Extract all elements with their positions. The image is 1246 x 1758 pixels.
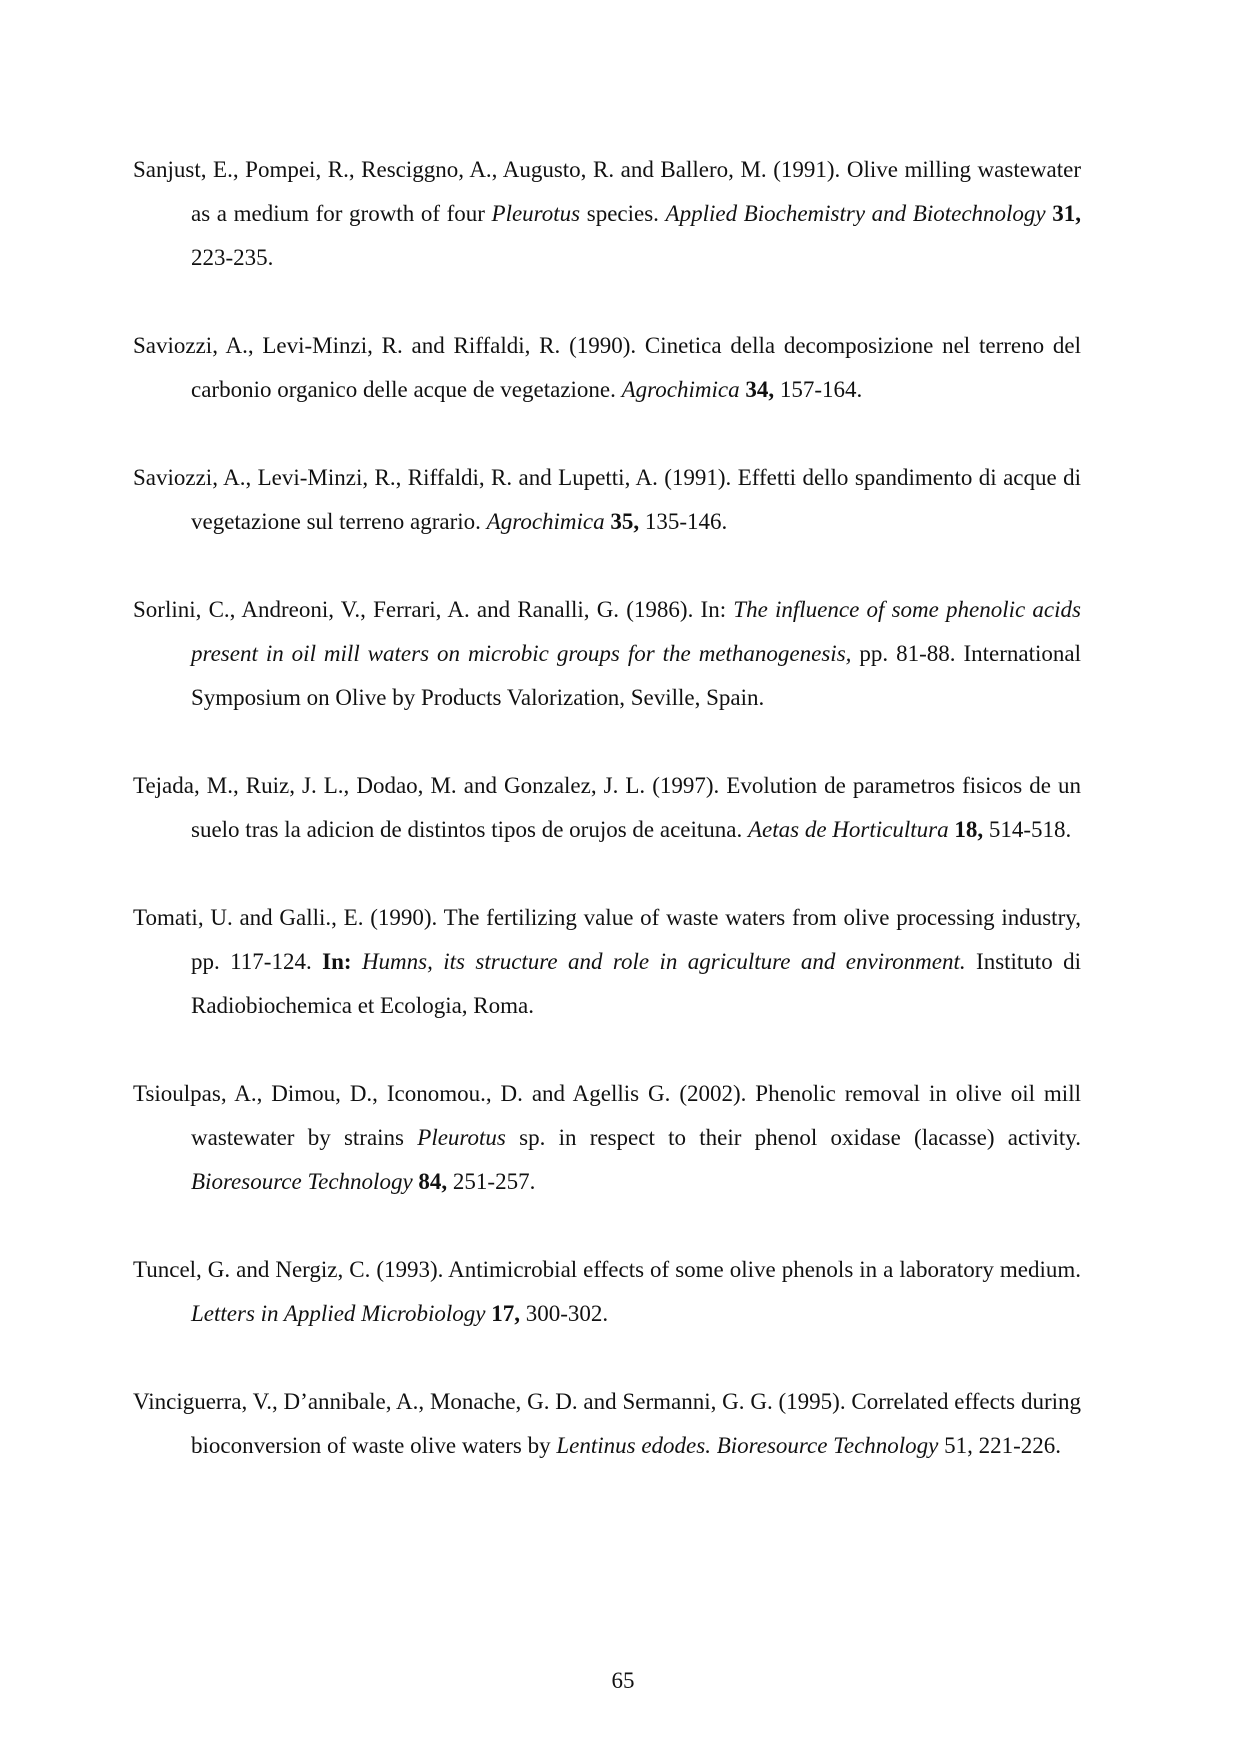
ref-authors: Tsioulpas, A., Dimou, D., Iconomou., D. and Agellis G. (2002).	[133, 1081, 747, 1106]
ref-title: Evolution de parametros fisicos de un suelo tras la adicion de distintos tipos de orujos de aceituna.	[191, 773, 1081, 842]
ref-prefix: In:	[693, 597, 734, 622]
reference-entry	[133, 148, 1081, 280]
ref-title: Olive milling wastewater as a medium for growth of four	[191, 157, 1081, 226]
ref-title-end: species.	[580, 201, 666, 226]
ref-journal: Aetas de Horticultura	[748, 817, 949, 842]
ref-title-italic: Pleurotus	[417, 1125, 506, 1150]
ref-journal: Applied Biochemistry and Biotechnology	[665, 201, 1046, 226]
ref-volume: 31,	[1045, 201, 1081, 226]
ref-pages: 514-518.	[983, 817, 1072, 842]
ref-prefix: In:	[322, 949, 352, 974]
reference-entry	[133, 1072, 1081, 1204]
ref-title-italic: Pleurotus	[491, 201, 581, 226]
reference-list	[133, 148, 1081, 1468]
reference-entry	[133, 1380, 1081, 1468]
ref-journal: Agrochimica	[621, 377, 740, 402]
ref-authors: Tejada, M., Ruiz, J. L., Dodao, M. and Gonzalez, J. L. (1997).	[133, 773, 720, 798]
ref-journal: Letters in Applied Microbiology	[191, 1301, 486, 1326]
ref-authors: Tuncel, G. and Nergiz, C. (1993).	[133, 1257, 444, 1282]
ref-volume: 17,	[485, 1301, 520, 1326]
ref-authors: Sorlini, C., Andreoni, V., Ferrari, A. and Ranalli, G. (1986).	[133, 597, 694, 622]
reference-entry	[133, 896, 1081, 1028]
reference-entry	[133, 764, 1081, 852]
ref-volume: 51,	[938, 1433, 973, 1458]
reference-entry	[133, 1248, 1081, 1336]
reference-entry	[133, 324, 1081, 412]
ref-authors: Saviozzi, A., Levi-Minzi, R., Riffaldi, R. and Lupetti, A. (1991).	[133, 465, 732, 490]
ref-pages: 300-302.	[520, 1301, 609, 1326]
ref-authors: Tomati, U. and Galli., E. (1990).	[133, 905, 438, 930]
ref-volume: 35,	[604, 509, 640, 534]
ref-title: Correlated effects during bioconversion of waste olive waters by	[191, 1389, 1081, 1458]
reference-entry	[133, 456, 1081, 544]
ref-authors: Vinciguerra, V., D’annibale, A., Monache, G. D. and Sermanni, G. G. (1995).	[133, 1389, 846, 1414]
ref-title-italic: Lentinus edodes.	[556, 1433, 711, 1458]
ref-title: Effetti dello spandimento di acque di vegetazione sul terreno agrario.	[191, 465, 1081, 534]
page-number: 65	[611, 1668, 635, 1693]
ref-pages: 223-235.	[191, 245, 274, 270]
ref-journal: Bioresource Technology	[191, 1169, 413, 1194]
ref-publisher: Instituto di Radiobiochemica et Ecologia, Roma.	[191, 949, 1081, 1018]
ref-title: Antimicrobial effects of some olive phenols in a laboratory medium.	[443, 1257, 1081, 1282]
ref-authors: Saviozzi, A., Levi-Minzi, R. and Riffaldi, R. (1990).	[133, 333, 637, 358]
ref-volume: 18,	[948, 817, 984, 842]
ref-pages: 221-226.	[972, 1433, 1062, 1458]
ref-title: Phenolic removal in olive oil mill wastewater by strains	[191, 1081, 1081, 1150]
ref-pages: 157-164.	[774, 377, 863, 402]
ref-title: Cinetica della decomposizione nel terreno del carbonio organico delle acque de vegetazione.	[191, 333, 1081, 402]
ref-publisher: International Symposium on Olive by Products Valorization, Seville, Spain.	[191, 641, 1081, 710]
ref-pages: pp. 81-88.	[851, 641, 956, 666]
ref-pages: 135-146.	[639, 509, 728, 534]
ref-journal: Bioresource Technology	[716, 1433, 939, 1458]
reference-entry	[133, 588, 1081, 720]
ref-pages: 251-257.	[447, 1169, 536, 1194]
ref-title-end: sp. in respect to their phenol oxidase (lacasse) activity.	[505, 1125, 1081, 1150]
ref-volume: 84,	[412, 1169, 448, 1194]
ref-volume: 34,	[739, 377, 775, 402]
ref-title: The fertilizing value of waste waters from olive processing industry, pp. 117-124.	[191, 905, 1081, 974]
ref-chapter: Humns, its structure and role in agriculture and environment.	[351, 949, 966, 974]
ref-chapter: The influence of some phenolic acids present in oil mill waters on microbic groups for the methanogenesis,	[191, 597, 1081, 666]
ref-authors: Sanjust, E., Pompei, R., Resciggno, A., Augusto, R. and Ballero, M. (1991).	[133, 157, 841, 182]
ref-journal: Agrochimica	[486, 509, 605, 534]
